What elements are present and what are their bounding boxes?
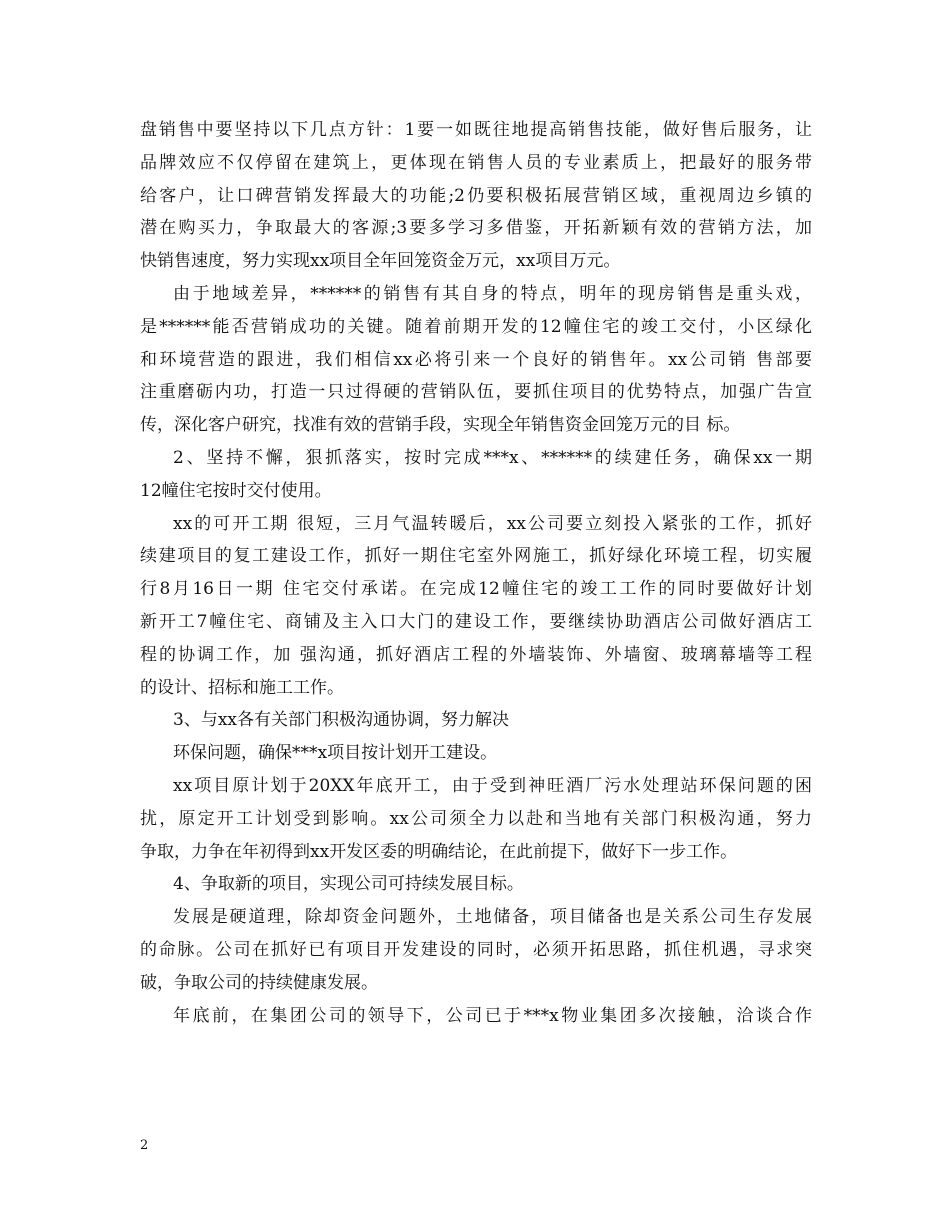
document-body	[140, 114, 812, 1032]
text-line: 扰，原定开工计划受到影响。xx公司须全力以赴和当地有关部门积极沟通，努力	[140, 808, 812, 829]
text-line: 行8月16日一期 住宅交付承诺。在完成12幢住宅的竣工工作的同时要做好计划	[140, 579, 812, 600]
text-line: xx项目原计划于20XX年底开工，由于受到神旺酒厂污水处理站环保问题的困	[173, 775, 812, 796]
text-line: 争取，力争在年初得到xx开发区委的明确结论，在此前提下，做好下一步工作。	[140, 841, 738, 862]
text-line: 和环境营造的跟进，我们相信xx必将引来一个良好的销售年。xx公司销 售部要	[140, 349, 812, 370]
text-line: 快销售速度，努力实现xx项目全年回笼资金万元，xx项目万元。	[140, 251, 621, 272]
text-line: 3、与xx各有关部门积极沟通协调，努力解决	[173, 710, 509, 731]
page-number: 2	[140, 1138, 149, 1153]
text-line: 破，争取公司的持续健康发展。	[140, 972, 378, 993]
text-line: 新开工7幢住宅、商铺及主入口大门的建设工作，要继续协助酒店公司做好酒店工	[140, 611, 812, 632]
text-line: 给客户，让口碑营销发挥最大的功能;2仍要积极拓展营销区域，重视周边乡镇的	[140, 185, 812, 206]
text-line: 环保问题，确保***x项目按计划开工建设。	[173, 743, 498, 764]
text-line: 程的协调工作，加 强沟通，抓好酒店工程的外墙装饰、外墙窗、玻璃幕墙等工程	[140, 644, 812, 665]
text-line: 传，深化客户研究，找准有效的营销手段，实现全年销售资金回笼万元的目 标。	[140, 415, 741, 436]
text-line: xx的可开工期 很短，三月气温转暖后，xx公司要立刻投入紧张的工作，抓好	[173, 513, 812, 534]
text-line: 盘销售中要坚持以下几点方针：1要一如既往地提高销售技能，做好售后服务，让	[140, 120, 812, 140]
text-line: 的命脉。公司在抓好已有项目开发建设的同时，必须开拓思路，抓住机遇，寻求突	[140, 939, 812, 960]
text-line: 的设计、招标和施工工作。	[140, 677, 344, 698]
text-line: 由于地域差异，******的销售有其自身的特点，明年的现房销售是重头戏，	[173, 283, 812, 304]
text-line: 12幢住宅按时交付使用。	[140, 480, 332, 501]
text-line: 注重磨砺内功，打造一只过得硬的营销队伍，要抓住项目的优势特点，加强广告宣	[140, 382, 812, 403]
text-line: 4、争取新的项目，实现公司可持续发展目标。	[173, 874, 524, 895]
text-line: 是******能否营销成功的关键。随着前期开发的12幢住宅的竣工交付，小区绿化	[140, 316, 812, 337]
text-line: 潜在购买力，争取最大的客源;3要多学习多借鉴，开拓新颖有效的营销方法，加	[140, 218, 812, 239]
text-line: 年底前，在集团公司的领导下，公司已于***x物业集团多次接触，洽谈合作	[173, 1005, 812, 1026]
text-line: 续建项目的复工建设工作，抓好一期住宅室外网施工，抓好绿化环境工程，切实履	[140, 546, 812, 567]
text-line: 发展是硬道理，除却资金问题外，土地储备，项目储备也是关系公司生存发展	[173, 907, 812, 928]
text-line: 品牌效应不仅停留在建筑上，更体现在销售人员的专业素质上，把最好的服务带	[140, 152, 812, 173]
text-line: 2、坚持不懈，狠抓落实，按时完成***x、******的续建任务，确保xx一期	[173, 447, 812, 468]
